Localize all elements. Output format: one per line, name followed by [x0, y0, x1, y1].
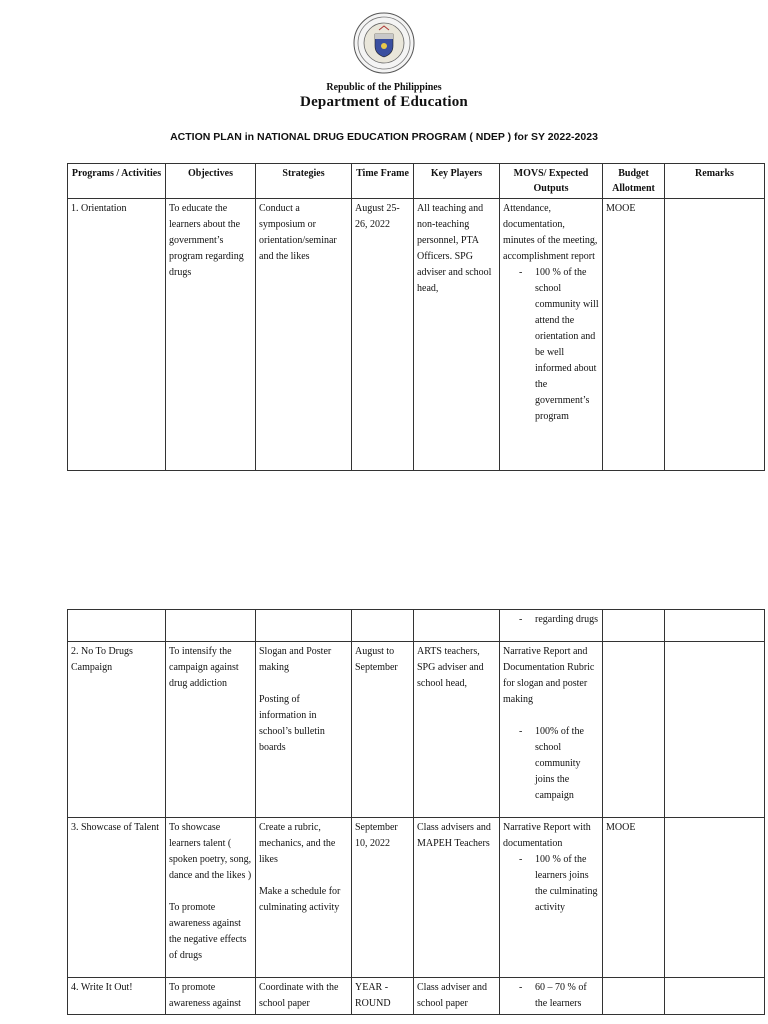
action-plan-title: ACTION PLAN in NATIONAL DRUG EDUCATION PROGRAM ( NDEP ) for SY 2022-2023	[170, 131, 598, 143]
remarks-cell	[665, 610, 765, 642]
column-header-movs: MOVS/ Expected Outputs	[500, 164, 603, 199]
strategy-text: Posting of information in school’s bulletin boards	[259, 694, 325, 753]
movs-bullet: - 100 % of the school community will attend the orientation and be well informed about the government’s program	[535, 265, 599, 425]
remarks-cell	[665, 642, 765, 818]
table-row	[68, 610, 765, 642]
remarks-cell	[665, 818, 765, 978]
movs-text: Narrative Report and Documentation Rubric for slogan and poster making	[503, 646, 595, 705]
column-header-budget: Budget Allotment	[603, 164, 665, 199]
movs-bullet: - 60 – 70 % of the learners	[535, 980, 599, 1012]
time-frame-cell: August 25-26, 2022	[352, 199, 414, 471]
movs-text: Attendance, documentation, minutes of the meeting, accomplishment report	[503, 203, 598, 262]
strategies-cell	[256, 642, 352, 818]
table-row	[68, 642, 765, 818]
program-cell: 2. No To Drugs Campaign	[68, 642, 166, 818]
time-frame-cell	[352, 610, 414, 642]
strategies-cell: Conduct a symposium or orientation/seminar and the likes	[256, 199, 352, 471]
objectives-cell	[166, 818, 256, 978]
strategies-cell	[256, 610, 352, 642]
objectives-cell: To intensify the campaign against drug addiction	[166, 642, 256, 818]
program-cell	[68, 610, 166, 642]
budget-cell: MOOE	[603, 818, 665, 978]
remarks-cell	[665, 199, 765, 471]
column-header-time-frame: Time Frame	[352, 164, 414, 199]
budget-cell	[603, 978, 665, 1015]
movs-bullet: - 100% of the school community joins the campaign	[535, 724, 599, 804]
key-players-cell: All teaching and non-teaching personnel, PTA Officers. SPG adviser and school head,	[414, 199, 500, 471]
movs-cell	[500, 818, 603, 978]
movs-cell	[500, 642, 603, 818]
key-players-cell: Class advisers and MAPEH Teachers	[414, 818, 500, 978]
time-frame-cell: YEAR - ROUND	[352, 978, 414, 1015]
program-cell: 4. Write It Out!	[68, 978, 166, 1015]
movs-continuation	[503, 612, 599, 628]
objective-text: To showcase learners talent ( spoken poetry, song, dance and the likes )	[169, 822, 252, 881]
objectives-cell: To promote awareness against	[166, 978, 256, 1015]
objectives-cell	[166, 610, 256, 642]
movs-bullet-list	[503, 265, 599, 425]
table-row	[68, 818, 765, 978]
action-plan-table-page-2	[67, 609, 765, 1015]
budget-cell: MOOE	[603, 199, 665, 471]
movs-bullet-list	[503, 980, 599, 1012]
strategies-cell: Coordinate with the school paper	[256, 978, 352, 1015]
strategies-cell	[256, 818, 352, 978]
time-frame-cell: August to September	[352, 642, 414, 818]
key-players-cell: Class adviser and school paper	[414, 978, 500, 1015]
strategy-text: Create a rubric, mechanics, and the likes	[259, 822, 336, 865]
remarks-cell	[665, 978, 765, 1015]
action-plan-table-page-1	[67, 163, 765, 471]
objective-text: To promote awareness against the negative effects of drugs	[169, 902, 247, 961]
column-header-objectives: Objectives	[166, 164, 256, 199]
key-players-cell: ARTS teachers, SPG adviser and school head,	[414, 642, 500, 818]
program-cell: 1. Orientation	[68, 199, 166, 471]
key-players-cell	[414, 610, 500, 642]
movs-cell	[500, 199, 603, 471]
budget-cell	[603, 610, 665, 642]
column-header-strategies: Strategies	[256, 164, 352, 199]
movs-continuation-text: - regarding drugs	[535, 612, 599, 628]
budget-cell	[603, 642, 665, 818]
movs-bullet-list	[503, 852, 599, 916]
table-header-row	[68, 164, 765, 199]
column-header-remarks: Remarks	[665, 164, 765, 199]
table-row	[68, 199, 765, 471]
objectives-cell: To educate the learners about the government’s program regarding drugs	[166, 199, 256, 471]
column-header-key-players: Key Players	[414, 164, 500, 199]
program-cell: 3. Showcase of Talent	[68, 818, 166, 978]
time-frame-cell: September 10, 2022	[352, 818, 414, 978]
movs-text: Narrative Report with documentation	[503, 822, 591, 849]
strategy-text: Slogan and Poster making	[259, 646, 332, 673]
deped-seal-logo	[353, 12, 415, 74]
movs-bullet: - 100 % of the learners joins the culminating activity	[535, 852, 599, 916]
strategy-text: Make a schedule for culminating activity	[259, 886, 341, 913]
movs-cell	[500, 610, 603, 642]
department-heading: Department of Education	[300, 94, 468, 110]
movs-cell	[500, 978, 603, 1015]
movs-bullet-list	[503, 724, 599, 804]
column-header-programs: Programs / Activities	[68, 164, 166, 199]
table-row	[68, 978, 765, 1015]
republic-heading: Republic of the Philippines	[326, 82, 442, 93]
